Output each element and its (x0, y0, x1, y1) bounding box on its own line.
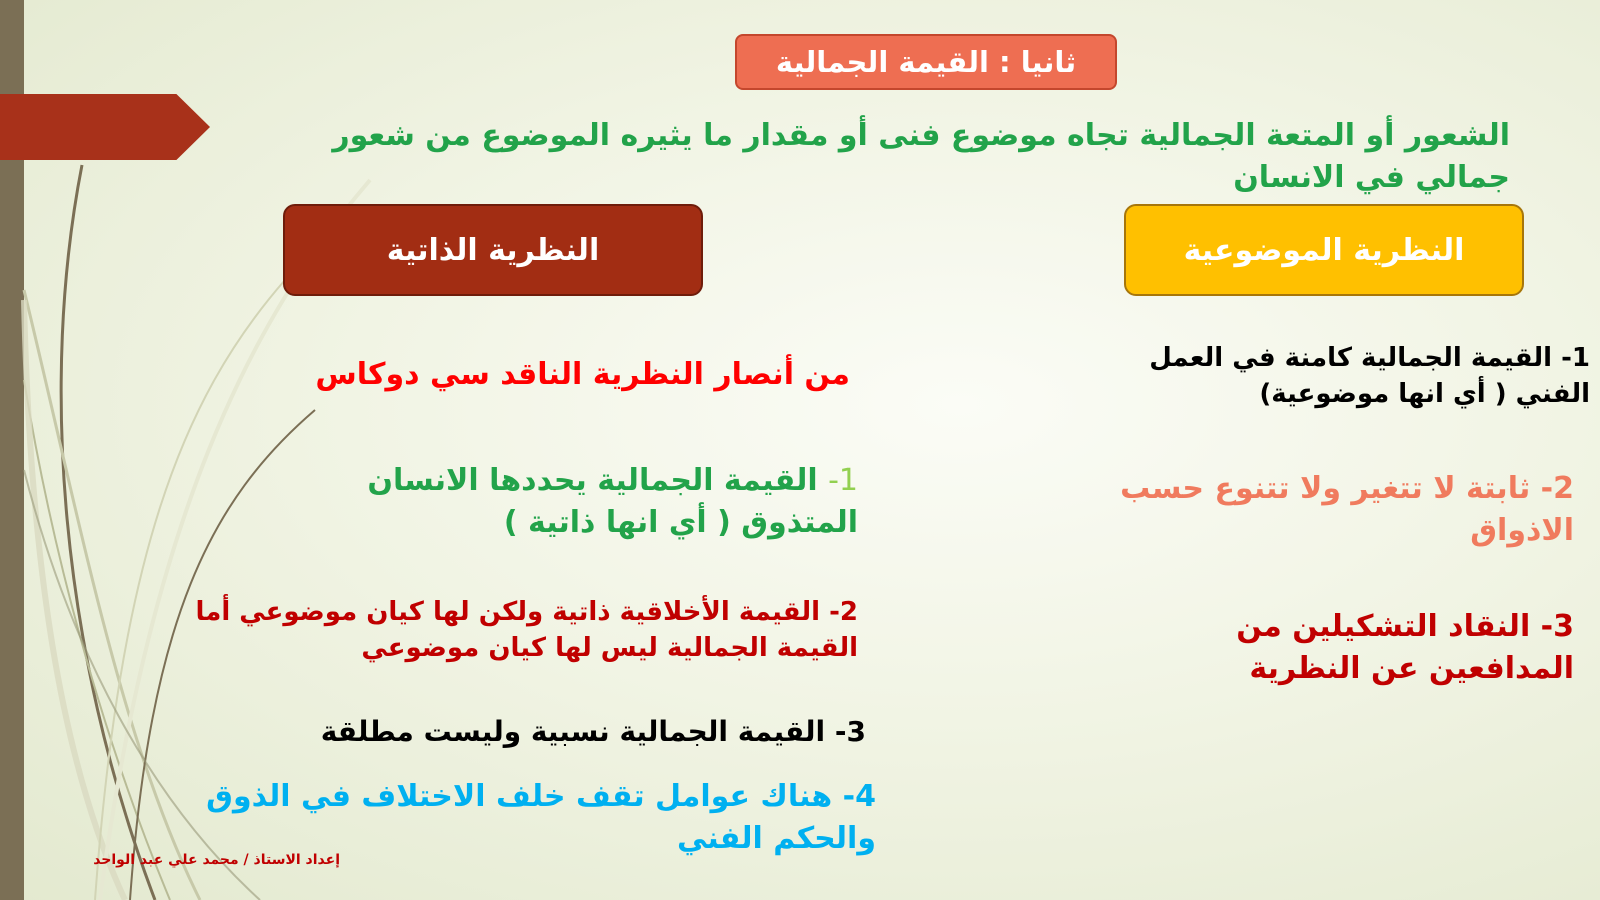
objective-point-3: 3- النقاد التشكيلين من المدافعين عن النظرية (1236, 609, 1574, 686)
subjective-theory-label: النظرية الذاتية (386, 232, 600, 268)
subjective-point-4: 4- هناك عوامل تقف خلف الاختلاف في الذوق والحكم الفني (206, 779, 876, 856)
footer-author: إعداد الاستاذ / محمد علي عبد الواحد (93, 852, 340, 868)
definition-text: الشعور أو المتعة الجمالية تجاه موضوع فنى أو مقدار ما يثيره الموضوع من شعور جمالي في الانسان (332, 118, 1510, 195)
objective-point-1: 1- القيمة الجمالية كامنة في العمل الفني ( أي انها موضوعية) (1149, 343, 1590, 409)
slide-title: ثانيا : القيمة الجمالية (735, 34, 1117, 90)
subjective-point-3: 3- القيمة الجمالية نسبية وليست مطلقة (320, 715, 866, 748)
subjective-theory-heading (283, 204, 703, 296)
subjective-point-1-text: القيمة الجمالية يحددها الانسان المتذوق ( أي انها ذاتية ) (367, 463, 858, 540)
subjective-point-1-number: 1- (828, 463, 858, 498)
arrow-tab-decoration (0, 94, 210, 160)
objective-theory-heading (1124, 204, 1524, 296)
objective-theory-label: النظرية الموضوعية (1183, 232, 1465, 268)
subjective-point-1 (320, 460, 858, 544)
subjective-point-2: 2- القيمة الأخلاقية ذاتية ولكن لها كيان موضوعي أما القيمة الجمالية ليس لها كيان موضوعي (195, 597, 858, 663)
objective-point-2: 2- ثابتة لا تتغير ولا تتنوع حسب الاذواق (1120, 471, 1574, 548)
subjective-supporter: من أنصار النظرية الناقد سي دوكاس (315, 357, 850, 392)
